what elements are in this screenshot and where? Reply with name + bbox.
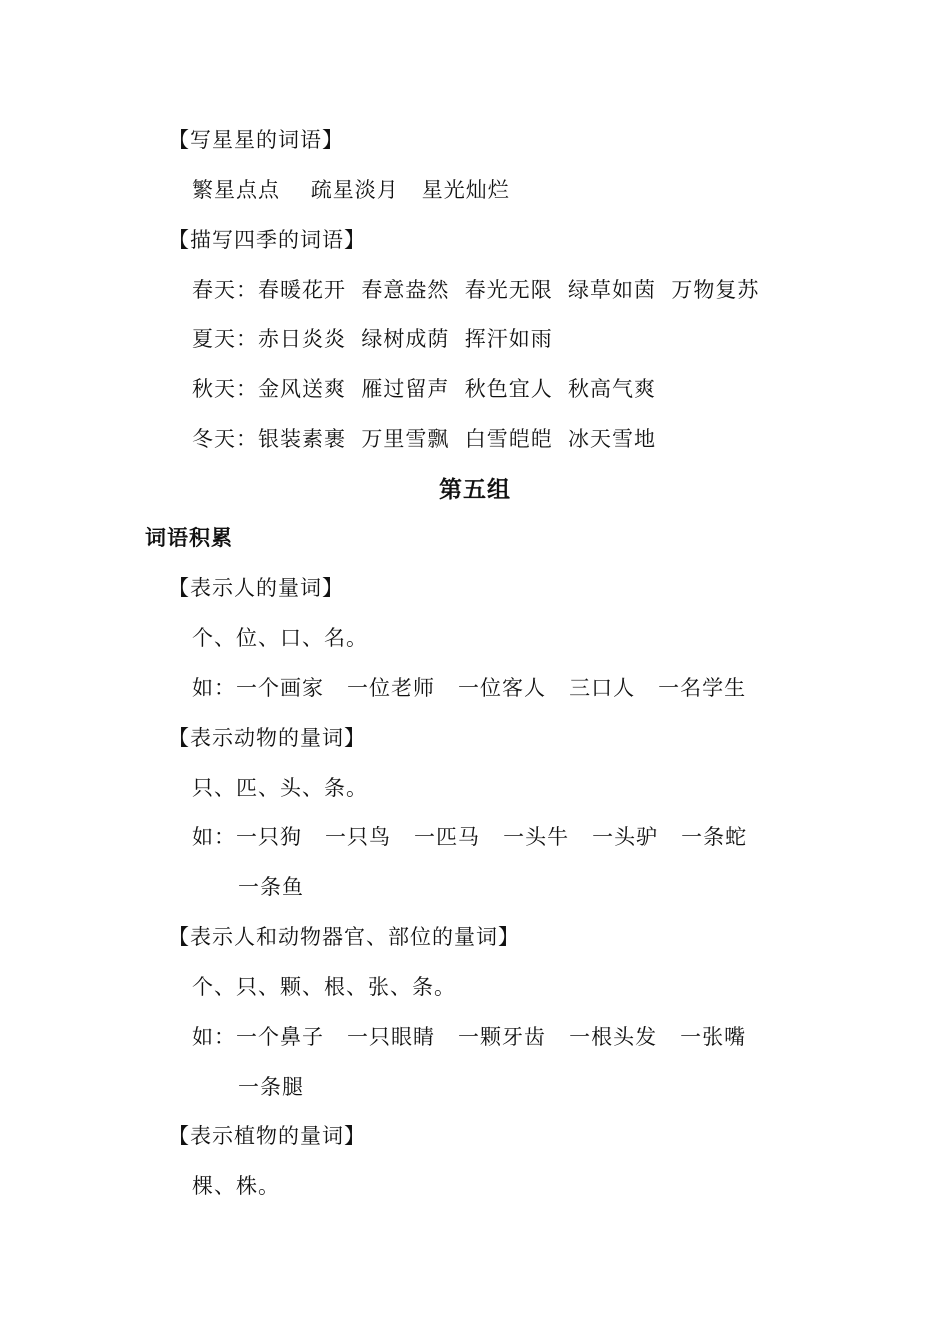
seasons-winter: 冬天：银装素裹 万里雪飘 白雪皑皑 冰天雪地: [192, 427, 657, 451]
people-heading: 【表示人的量词】: [168, 576, 344, 600]
organs-examples-cont: 一条腿: [238, 1075, 304, 1099]
stars-heading: 【写星星的词语】: [168, 128, 344, 152]
plants-words: 棵、株。: [192, 1174, 280, 1198]
animals-examples: 如：一只狗 一只鸟 一匹马 一头牛 一头驴 一条蛇: [192, 825, 748, 849]
group-title: 第五组: [439, 477, 511, 503]
animals-words: 只、匹、头、条。: [192, 776, 368, 800]
seasons-summer: 夏天：赤日炎炎 绿树成荫 挥汗如雨: [192, 327, 553, 351]
seasons-autumn: 秋天：金风送爽 雁过留声 秋色宜人 秋高气爽: [192, 377, 657, 401]
stars-words: 繁星点点 疏星淡月 星光灿烂: [192, 178, 510, 202]
organs-examples: 如：一个鼻子 一只眼睛 一颗牙齿 一根头发 一张嘴: [192, 1025, 747, 1049]
organs-heading: 【表示人和动物器官、部位的量词】: [168, 925, 520, 949]
animals-heading: 【表示动物的量词】: [168, 726, 366, 750]
plants-heading: 【表示植物的量词】: [168, 1124, 366, 1148]
seasons-spring: 春天：春暖花开 春意盎然 春光无限 绿草如茵 万物复苏: [192, 278, 760, 302]
organs-words: 个、只、颗、根、张、条。: [192, 975, 456, 999]
people-examples: 如：一个画家 一位老师 一位客人 三口人 一名学生: [192, 676, 747, 700]
seasons-heading: 【描写四季的词语】: [168, 228, 366, 252]
animals-examples-cont: 一条鱼: [238, 875, 304, 899]
section-title: 词语积累: [145, 526, 233, 550]
people-words: 个、位、口、名。: [192, 626, 368, 650]
